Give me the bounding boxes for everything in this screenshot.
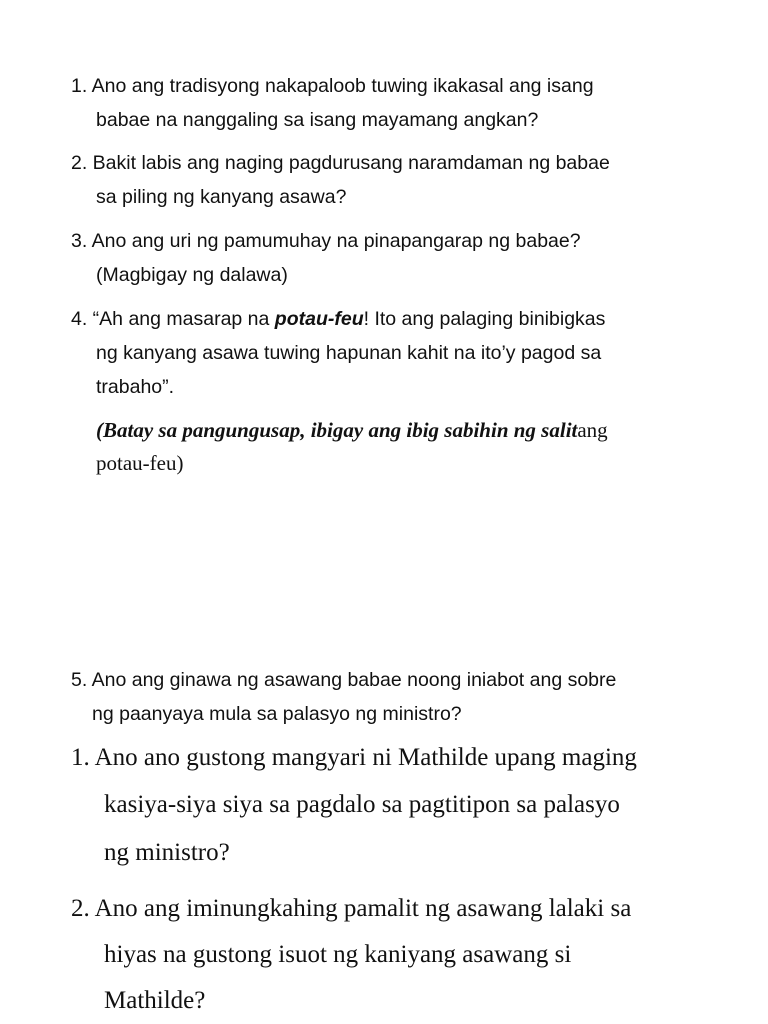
question-1-line-2: babae na nanggaling sa isang mayamang angkan? [96,109,539,131]
question-4-line-1 [71,302,605,336]
question-2-line-2: sa piling ng kanyang asawa? [96,186,347,208]
question-4-instruction-line-2: potau-feu) [96,451,184,475]
part2-question-1-line-1: 1. Ano ano gustong mangyari ni Mathilde upang maging [71,744,637,771]
question-4-suffix: ! Ito ang palaging binibigkas [363,308,606,330]
question-5-line-2: ng paanyaya mula sa palasyo ng ministro? [92,703,462,725]
part2-question-2-line-2: hiyas na gustong isuot ng kaniyang asawang si [104,941,572,968]
question-5-line-1: 5. Ano ang ginawa ng asawang babae noong iniabot ang sobre [71,669,617,691]
question-1-line-1: 1. Ano ang tradisyong nakapaloob tuwing ikakasal ang isang [71,75,594,97]
question-4-instruction [96,413,608,447]
question-4-line-3: trabaho”. [96,376,175,398]
part2-question-1-line-2: kasiya-siya siya sa pagdalo sa pagtitipon sa palasyo [104,791,620,818]
question-3-line-2: (Magbigay ng dalawa) [96,264,288,286]
instruction-rest-text: ang [577,418,608,442]
question-4-emphasis: potau-feu [274,308,364,330]
question-3-line-1: 3. Ano ang uri ng pamumuhay na pinapangarap ng babae? [71,230,581,252]
question-4-line-2: ng kanyang asawa tuwing hapunan kahit na ito’y pagod sa [96,342,602,364]
part2-question-1-line-3: ng ministro? [104,839,230,866]
question-4-prefix: 4. “Ah ang masarap na [71,308,275,330]
part2-question-2-line-1: 2. Ano ang iminungkahing pamalit ng asawang lalaki sa [71,895,632,922]
question-2-line-1: 2. Bakit labis ang naging pagdurusang naramdaman ng babae [71,152,610,174]
instruction-bold-text: (Batay sa pangungusap, ibigay ang ibig sabihin ng salit [96,418,578,442]
part2-question-2-line-3: Mathilde? [104,987,206,1014]
